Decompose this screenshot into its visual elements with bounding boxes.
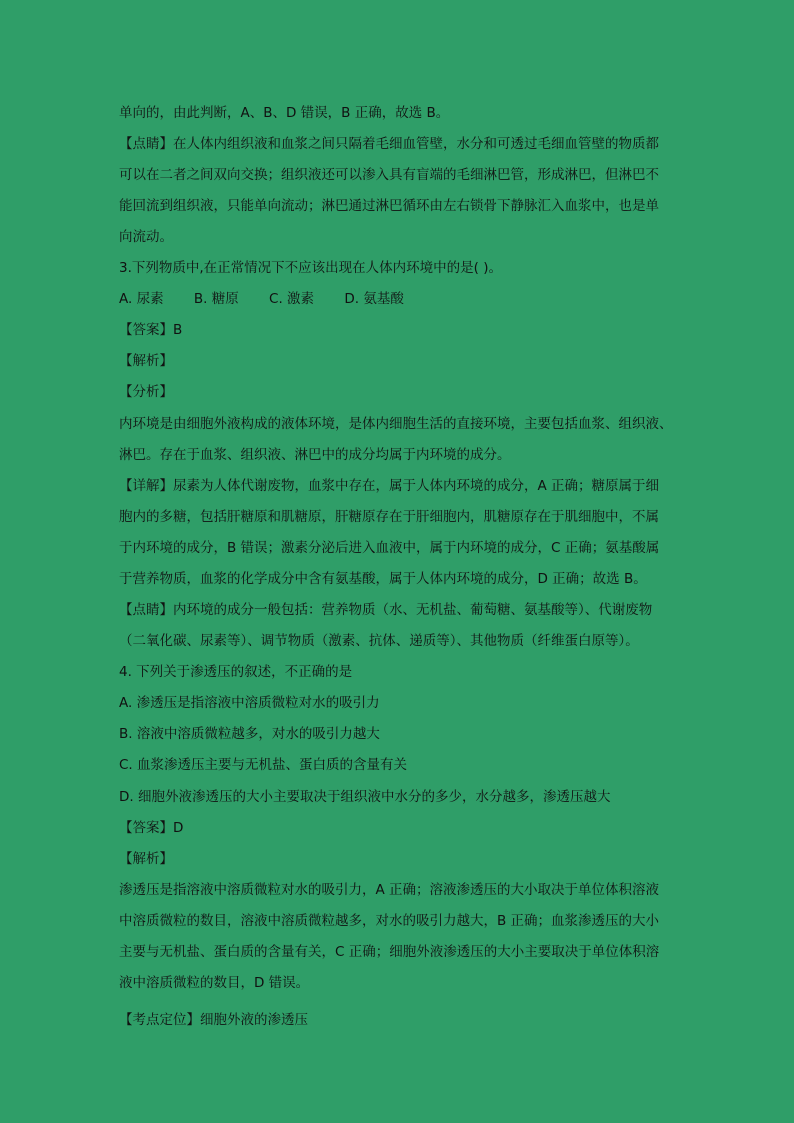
text-line: 渗透压是指溶液中溶质微粒对水的吸引力，A 正确；溶液渗透压的大小取决于单位体积溶液: [119, 882, 660, 898]
text-line: 液中溶质微粒的数目，D 错误。: [119, 975, 310, 991]
text-line: 【详解】尿素为人体代谢废物，血浆中存在，属于人体内环境的成分，A 正确；糖原属于细: [119, 478, 660, 494]
text-line: 向流动。: [119, 229, 173, 245]
option-d: D. 氨基酸: [344, 291, 404, 307]
exam-point-label: 【考点定位】细胞外液的渗透压: [119, 1012, 308, 1028]
text-line: 主要与无机盐、蛋白质的含量有关，C 正确；细胞外液渗透压的大小主要取决于单位体积溶: [119, 944, 660, 960]
text-line: （二氧化碳、尿素等）、调节物质（激素、抗体、递质等）、其他物质（纤维蛋白原等）。: [119, 633, 639, 649]
option-c: C. 激素: [269, 291, 315, 307]
text-line: 于营养物质，血浆的化学成分中含有氨基酸，属于人体内环境的成分，D 正确；故选 B。: [119, 571, 647, 587]
analysis-sub-label: 【分析】: [119, 384, 173, 400]
text-line: 胞内的多糖，包括肝糖原和肌糖原，肝糖原存在于肝细胞内，肌糖原存在于肌细胞中，不属: [119, 509, 659, 525]
text-line: 于内环境的成分，B 错误；激素分泌后进入血液中，属于内环境的成分，C 正确；氨基酸属: [119, 540, 660, 556]
answer-label: 【答案】B: [119, 322, 183, 338]
option-a: A. 尿素: [119, 291, 164, 307]
analysis-label: 【解析】: [119, 851, 173, 867]
option-b: B. 溶液中溶质微粒越多，对水的吸引力越大: [119, 726, 380, 742]
text-line: 中溶质微粒的数目，溶液中溶质微粒越多，对水的吸引力越大，B 正确；血浆渗透压的大小: [119, 913, 660, 929]
text-line: 单向的，由此判断，A、B、D 错误，B 正确，故选 B。: [119, 105, 450, 121]
option-d: D. 细胞外液渗透压的大小主要取决于组织液中水分的多少，水分越多，渗透压越大: [119, 789, 611, 805]
text-line: 【点睛】内环境的成分一般包括：营养物质（水、无机盐、葡萄糖、氨基酸等）、代谢废物: [119, 602, 653, 618]
text-line: 内环境是由细胞外液构成的液体环境，是体内细胞生活的直接环境，主要包括血浆、组织液、: [119, 416, 673, 432]
text-line: 淋巴。存在于血浆、组织液、淋巴中的成分均属于内环境的成分。: [119, 447, 511, 463]
analysis-label: 【解析】: [119, 353, 173, 369]
text-line: 能回流到组织液，只能单向流动；淋巴通过淋巴循环由左右锁骨下静脉汇入血浆中，也是单: [119, 198, 659, 214]
option-b: B. 糖原: [193, 291, 239, 307]
question-4: 4. 下列关于渗透压的叙述，不正确的是: [119, 664, 353, 680]
text-line: 可以在二者之间双向交换；组织液还可以渗入具有盲端的毛细淋巴管，形成淋巴，但淋巴不: [119, 167, 659, 183]
option-a: A. 渗透压是指溶液中溶质微粒对水的吸引力: [119, 695, 380, 711]
option-c: C. 血浆渗透压主要与无机盐、蛋白质的含量有关: [119, 757, 408, 773]
question-3: 3.下列物质中,在正常情况下不应该出现在人体内环境中的是( )。: [119, 260, 502, 276]
text-line: 【点睛】在人体内组织液和血浆之间只隔着毛细血管壁，水分和可透过毛细血管壁的物质都: [119, 136, 659, 152]
answer-label: 【答案】D: [119, 820, 184, 836]
question-3-options: [119, 289, 679, 309]
